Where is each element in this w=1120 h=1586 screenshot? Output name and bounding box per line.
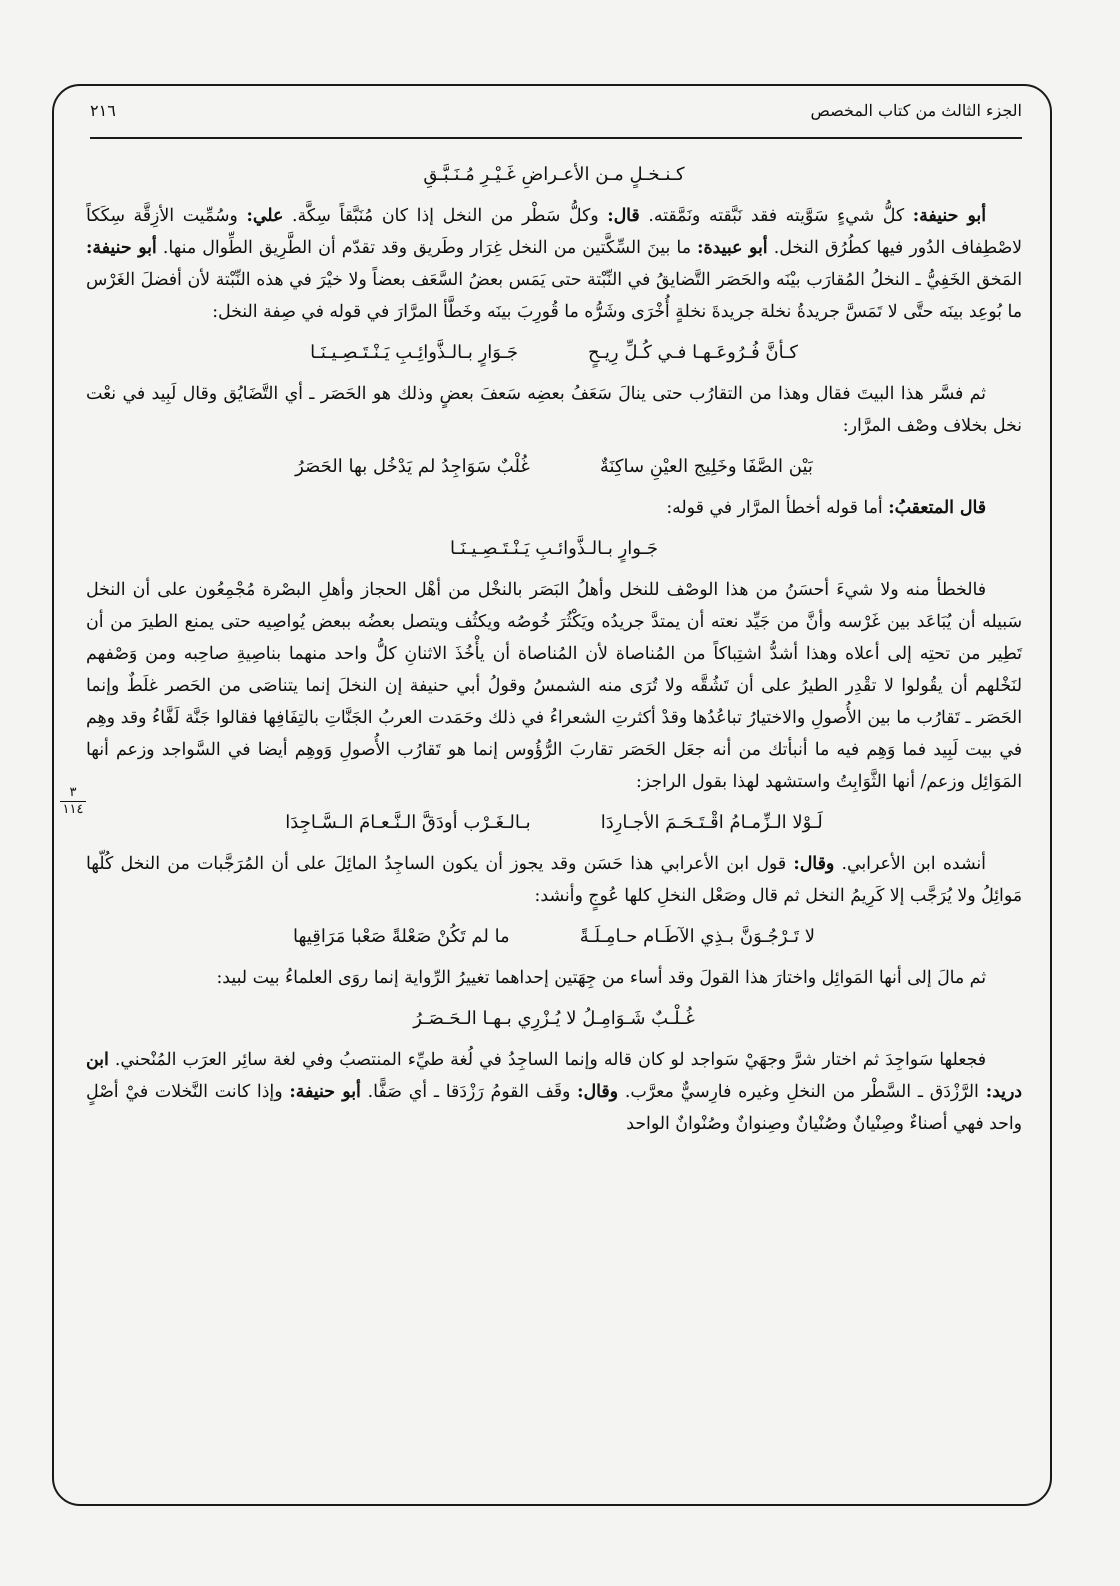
verse-2-first-hemistich: كـأنَّ فُـرُوعَـهـا فـي كُـلِّ رِيـحٍ bbox=[588, 342, 798, 363]
verse-3-first-hemistich: بَيْن الصَّفَا وخَلِيج العيْنِ ساكِنَةٌ bbox=[599, 456, 813, 477]
verse-5-second-hemistich: بـالـغَـرْب أودَقَّ الـنَّـعـامَ الـسَّـاجِدَا bbox=[285, 812, 531, 833]
page-header bbox=[90, 96, 1022, 124]
book-title: الجزء الثالث من كتاب المخصص bbox=[810, 100, 1022, 120]
verse-6 bbox=[86, 918, 1022, 956]
speaker: علي: bbox=[246, 206, 284, 226]
paragraph-text: أما قوله أخطأ المرَّار في قوله: bbox=[666, 498, 889, 518]
verse-7 bbox=[86, 1000, 1022, 1038]
margin-reference-bottom: ١١٤ bbox=[62, 802, 84, 817]
speaker: أبو عبيدة: bbox=[697, 238, 768, 258]
verse-4 bbox=[86, 530, 1022, 568]
paragraph-5 bbox=[86, 848, 1022, 912]
paragraph-2: ثم فسَّر هذا البيتَ فقال وهذا من التقارُب حتى ينالَ سَعَفُ بعضِه سَعفَ بعضٍ وذلك هو الحَصَر ـ أي التَّضَايُق وقال لَبِيد في نعْت نخل بخلاف وصْف المرَّار: bbox=[86, 384, 1022, 436]
verse-4-text: جَـوارٍ بـالـذَّوائـبِ يَـنْـتَـصِـيـنَـا bbox=[450, 538, 658, 559]
verse-6-second-hemistich: ما لم تَكُنْ صَعْلةً صَعْبا مَرَاقِيها bbox=[293, 926, 510, 947]
speaker: أبو حنيفة: bbox=[86, 238, 157, 258]
paragraph-text: وكلُّ سَطْر من النخل إذا كان مُنَبَّقاً سِكَّة. bbox=[283, 206, 608, 226]
verse-3 bbox=[86, 448, 1022, 486]
paragraph-text: وإذا كانت النَّخلات فيْ أصْلٍ واحد فهي أصناءٌ وصِنْيانٌ وصُنْيانٌ وصِنوانٌ وصُنْوانٌ الواحد bbox=[86, 1082, 1022, 1134]
verse-1-text: كـنـخـلٍ مـن الأعـراضِ غَـيْـرِ مُـنَـبَّـقِ bbox=[423, 164, 685, 185]
verse-2 bbox=[86, 334, 1022, 372]
paragraph-3 bbox=[86, 492, 1022, 524]
margin-reference-top: ٣ bbox=[60, 785, 86, 802]
page-body bbox=[86, 150, 1022, 1140]
verse-2-second-hemistich: جَـوَارٍ بـالـذَّوائِـبِ يَـنْـتَـصِـيـنَـا bbox=[310, 342, 518, 363]
paragraph-text: الرَّزْدَق ـ السَّطْر من النخلِ وغيره فارِسيٌّ معرَّب. bbox=[617, 1082, 986, 1102]
paragraph-4: فالخطأ منه ولا شيءَ أحسَنُ من هذا الوصْف للنخل وأهلُ البَصَر بالنخْل من أهْل الحجاز وأهلِ البصْرة مُجْمِعُون على أن النخل سَبيله أن يُبَاعَد بين غَرْسه وأنَّ من جَيِّد نعته أن يمتدَّ جريدُه ويَكْثُرَ خُوصُه ويكثُف ويتصل بعضُه ببعض يُواصِيه حتى يمنع الطيرَ من أن تَطِير من تحتِه إلى أعلاه وهذا أشدُّ اشتِباكاً من المُناصاة لأن المُناصاة أن يأْخُذَ الاثنانِ كلُّ واحد منهما بناصِيةِ صاحِبه ومن وَصْفهم لنَخْلهم أن يقُولوا لا تقْدِر الطيرُ على أن تَشُقَّه ولا تُرَى منه الشمسُ وقولُ أبي حنيفة إن النخلَ إنما يتناصَى من الحَصر غلَطٌ وإنما الحَصَر ـ تَقارُب ما بين الأُصولِ والاختيارُ تباعُدُها وقدْ أكثرتِ الشعراءُ في ذلك وحَمَدت العربُ الجَنَّاتِ بالتِفَافِها فقالوا جَنَّة لَفَّاءُ وقد وهِم في بيت لَبِيد فما وَهِم فيه ما أنبأتك من أنه جعَل الحَصَر تقاربَ الرُّؤُوس إنما هو تَقارُب الأُصولِ وَوهِم أيضا في السَّواجد وزعم أنها المَوَائِل وزعم/ أنها الثَّوَابِتُ واستشهد لهذا بقول الراجز: bbox=[86, 580, 1022, 792]
paragraph-1 bbox=[86, 200, 1022, 328]
speaker: قال المتعقبُ: bbox=[888, 498, 986, 518]
verse-7-text: غُـلْـبٌ شَـوَامِـلُ لا يُـزْرِي بـهـا الـحَـصَـرُ bbox=[413, 1008, 695, 1029]
paragraph-text: قول ابن الأعرابي هذا حَسَن وقد يجوز أن يكون الساجِدُ المائِلَ على أن المُرَجَّبات من النخل كُلّها مَوائِلُ ولا يُرَجَّب إلا كَرِيمُ النخل ثم قال وصَعْل النخلِ كلها عُوجٍ وأنشد: bbox=[86, 854, 1022, 906]
paragraph-text: وسُمِّيت الأزِقَّة سِكَكاً لاصْطِفاف الدُور فيها كطُرُق النخل. bbox=[86, 206, 1022, 258]
paragraph-text: وقَف القومُ رَزْدَقا ـ أي صَفًّا. bbox=[360, 1082, 578, 1102]
verse-3-second-hemistich: غُلْبٌ سَوَاجِدُ لم يَدْخُل بها الحَصَرُ bbox=[295, 456, 530, 477]
paragraph-7 bbox=[86, 1044, 1022, 1140]
paragraph-text: المَخق الخَفِيُّ ـ النخلُ المُقارَب بيْنَه والحَصَر التَّضايقُ في النِّبْتة حتى يَمَس بعضُ السَّعَف بعضاً ولا خيْرَ في هذه النِّبْتة لأن أفضلَ الغَرْس ما بُوعِد بينَه حتَّى لا تَمَسَّ جريدةُ نخلة جريدةَ نخلةٍ أُخْرَى وشَرُّه ما قُورِبَ بينَه وخَطَّأ المرَّارَ في قوله في صِفة النخل: bbox=[86, 270, 1022, 322]
header-rule bbox=[90, 137, 1022, 139]
margin-reference bbox=[60, 785, 86, 818]
paragraph-text: فجعلها سَواجِدَ ثم اختار شرَّ وجهَيْ سَواجد لو كان قاله وإنما الساجِدُ في لُغة طيِّء المنتصبُ وفي لغة سائِر العرَب المُنْحني. bbox=[108, 1050, 986, 1070]
speaker: ابن دريد: bbox=[86, 1050, 1023, 1102]
verse-5-first-hemistich: لَـوْلا الـزِّمـامُ اقْـتَـحَـمَ الأجـارِدَا bbox=[600, 812, 823, 833]
verse-5 bbox=[86, 804, 1022, 842]
speaker: وقال: bbox=[793, 854, 835, 874]
speaker: قال: bbox=[607, 206, 640, 226]
speaker: وقال: bbox=[577, 1082, 618, 1102]
paragraph-text: كلُّ شيءٍ سَوَّيته فقد نَبَّقته ونَمَّقته. bbox=[639, 206, 913, 226]
speaker: أبو حنيفة: bbox=[289, 1082, 361, 1102]
paragraph-text: ما بينَ السِّكَّتين من النخل غِرَار وطَريق وقد تقدّم أن الطَّرِيق الطِّوال منها. bbox=[156, 238, 698, 258]
verse-6-first-hemistich: لا تَـرْجُـوَنَّ بـذِي الآطَـام حـامِـلَـةً bbox=[579, 926, 815, 947]
verse-1 bbox=[86, 156, 1022, 194]
speaker: أبو حنيفة: bbox=[912, 206, 987, 226]
paragraph-text: أنشده ابن الأعرابي. bbox=[834, 854, 986, 874]
page-number: ٢١٦ bbox=[90, 100, 116, 120]
paragraph-6: ثم مالَ إلى أنها المَوائِل واختارَ هذا القولَ وقد أساء من جِهَتين إحداهما تغييرُ الرِّواية إنما روَى العلماءُ بيت لبيد: bbox=[216, 968, 986, 988]
